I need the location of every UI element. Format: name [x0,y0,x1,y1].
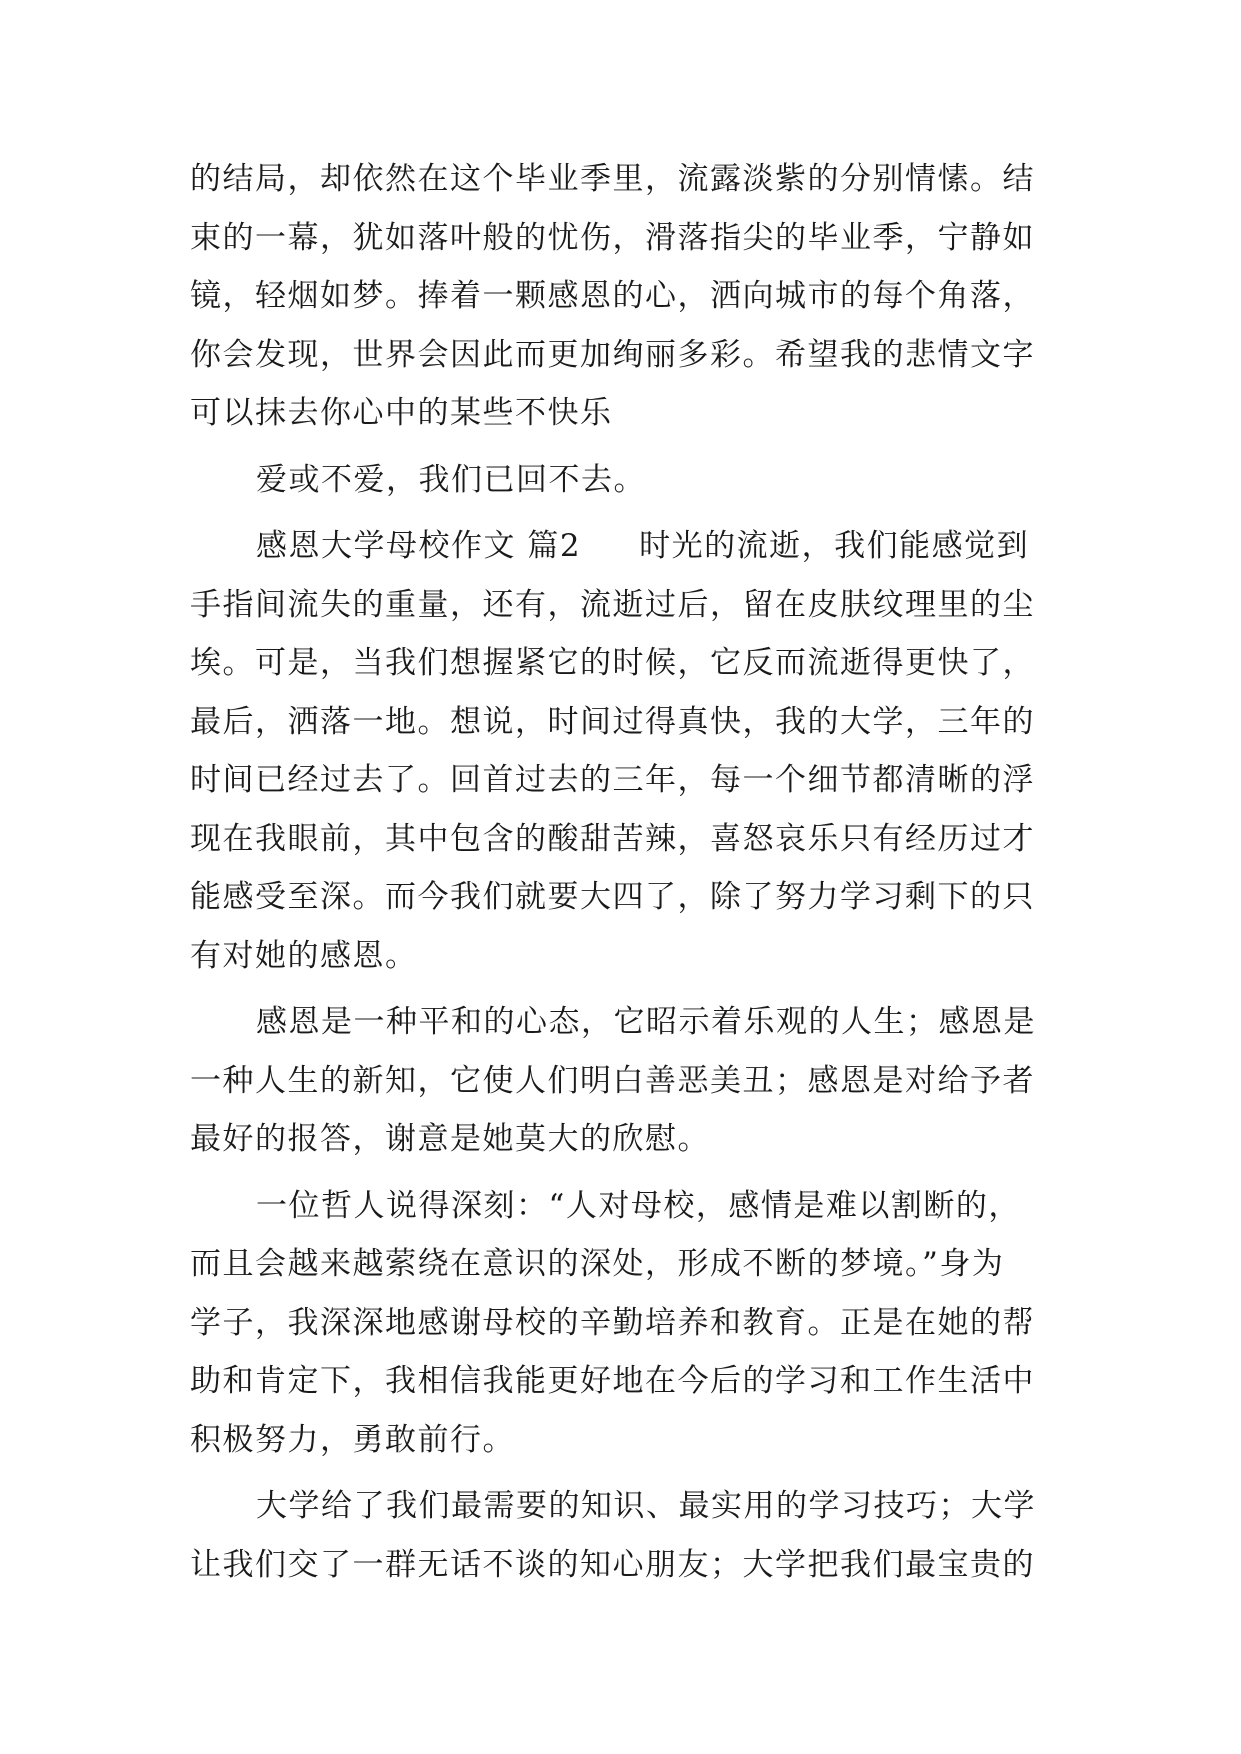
text-line: 可以抹去你心中的某些不快乐 [190,395,613,431]
paragraph [190,993,1060,1169]
paragraph [190,517,1060,985]
text-line: 的结局，却依然在这个毕业季里，流露淡紫的分别情愫。结 [190,161,1035,197]
heading-continuation: 时光的流逝，我们能感觉到 [639,528,1030,564]
text-line: 感恩是一种平和的心态，它昭示着乐观的人生；感恩是 [256,1004,1036,1040]
text-line: 助和肯定下，我相信我能更好地在今后的学习和工作生活中 [190,1363,1035,1399]
text-line: 学子，我深深地感谢母校的辛勤培养和教育。正是在她的帮 [190,1304,1035,1341]
text-line: 你会发现，世界会因此而更加绚丽多彩。希望我的悲情文字 [190,336,1035,373]
text-line: 有对她的感恩。 [190,937,418,974]
text-line: 一位哲人说得深刻：“人对母校，感情是难以割断的， [256,1187,1021,1224]
text-line [190,517,1060,576]
paragraph [190,1177,1060,1470]
document-body [190,150,1060,1594]
text-line: 最好的报答，谢意是她莫大的欣慰。 [190,1121,710,1157]
text-line: 让我们交了一群无话不谈的知心朋友；大学把我们最宝贵的 [190,1546,1035,1583]
text-line: 埃。可是，当我们想握紧它的时候，它反而流逝得更快了， [190,645,1035,681]
paragraph [190,1477,1060,1594]
text-line: 大学给了我们最需要的知识、最实用的学习技巧；大学 [256,1488,1036,1524]
paragraph [190,150,1060,443]
text-line: 积极努力，勇敢前行。 [190,1421,515,1458]
text-line: 现在我眼前，其中包含的酸甜苦辣，喜怒哀乐只有经历过才 [190,820,1035,857]
text-line: 手指间流失的重量，还有，流逝过后，留在皮肤纹理里的尘 [190,586,1035,623]
section-heading: 感恩大学母校作文 篇2 [256,528,582,564]
paragraph [190,451,1060,510]
text-line: 最后，洒落一地。想说，时间过得真快，我的大学，三年的 [190,703,1035,740]
text-line: 而且会越来越萦绕在意识的深处，形成不断的梦境。”身为 [190,1246,1005,1282]
text-line: 时间已经过去了。回首过去的三年，每一个细节都清晰的浮 [190,762,1035,798]
text-line: 爱或不爱，我们已回不去。 [256,461,646,498]
text-line: 镜，轻烟如梦。捧着一颗感恩的心，洒向城市的每个角落， [190,278,1035,314]
text-line: 束的一幕，犹如落叶般的忧伤，滑落指尖的毕业季，宁静如 [190,219,1035,256]
text-line: 一种人生的新知，它使人们明白善恶美丑；感恩是对给予者 [190,1062,1035,1099]
text-line: 能感受至深。而今我们就要大四了，除了努力学习剩下的只 [190,879,1035,915]
